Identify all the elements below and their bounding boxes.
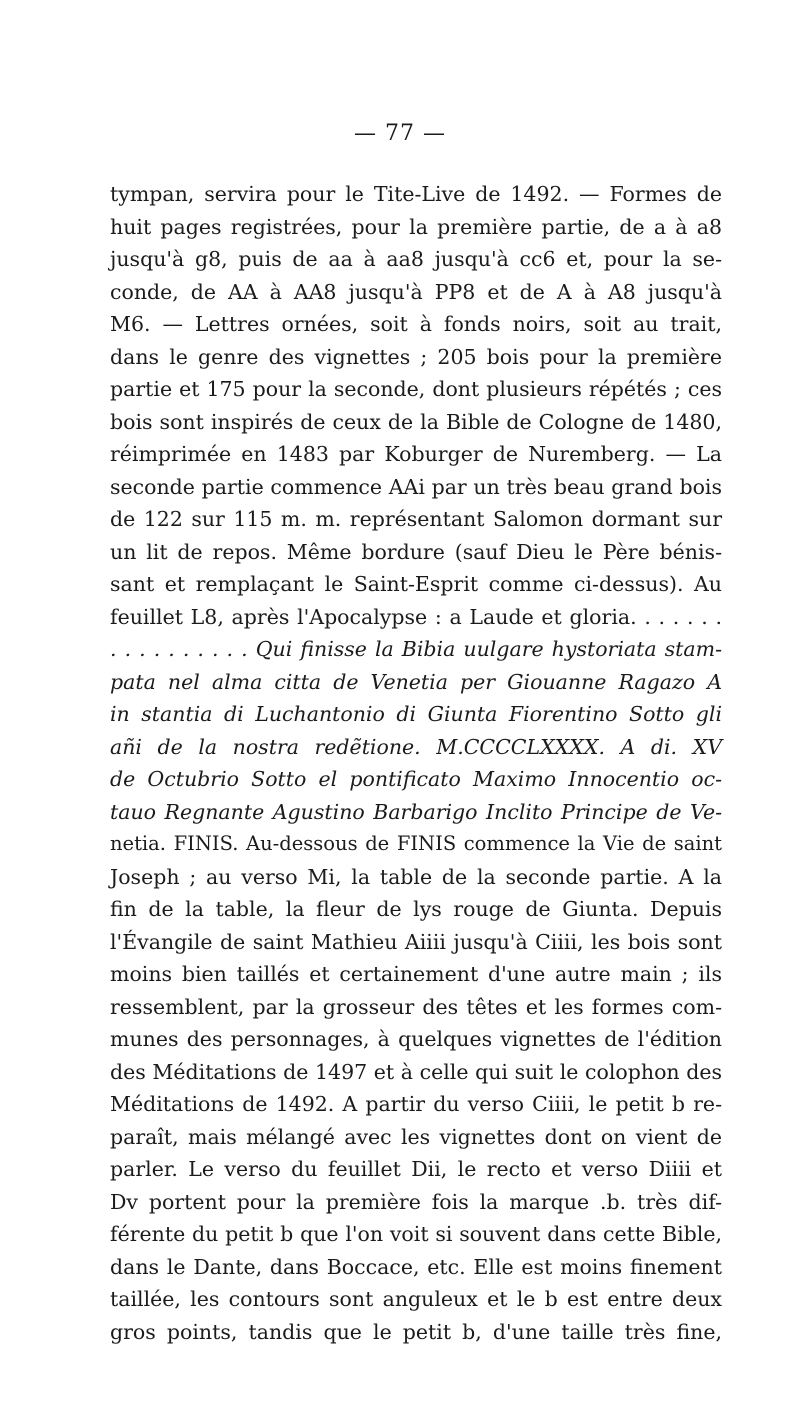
text-line-3: jusqu'à g8, puis de aa à aa8 jusqu'à cc6 et, pour la se- — [110, 247, 722, 271]
text-line-33: férente du petit b que l'on voit si souvent dans cette Bible, — [110, 1222, 722, 1246]
text-line-15: . . . . . . . . . . Qui finisse la Bibia uulgare hystoriata stam- — [110, 637, 722, 661]
text-line-31: parler. Le verso du feuillet Dii, le recto et verso Diiii et — [110, 1157, 722, 1181]
text-line-34: dans le Dante, dans Boccace, etc. Elle est moins finement — [110, 1254, 722, 1279]
text-line-20: tauo Regnante Agustino Barbarigo Inclito Principe de Ve- — [110, 799, 722, 824]
text-line-25: moins bien taillés et certainement d'une autre main ; ils — [110, 962, 722, 986]
text-line-6: dans le genre des vignettes ; 205 bois pour la première — [110, 344, 722, 369]
text-line-7: partie et 175 pour la seconde, dont plusieurs répétés ; ces — [110, 377, 722, 401]
text-line-8: bois sont inspirés de ceux de la Bible de Cologne de 1480, — [110, 409, 722, 434]
text-line-16: pata nel alma citta de Venetia per Giouanne Ragazo A — [110, 669, 722, 694]
text-line-29: Méditations de 1492. A partir du verso Ciiii, le petit b re- — [110, 1092, 722, 1116]
text-line-26: ressemblent, par la grosseur des têtes et les formes com- — [110, 994, 722, 1019]
text-line-5: M6. — Lettres ornées, soit à fonds noirs, soit au trait, — [110, 312, 722, 336]
text-line-32: Dv portent pour la première fois la marque .b. très dif- — [110, 1189, 722, 1214]
text-line-13: sant et remplaçant le Saint-Esprit comme ci-dessus). Au — [110, 572, 722, 596]
text-line-4: conde, de AA à AA8 jusqu'à PP8 et de A à A8 jusqu'à — [110, 279, 722, 304]
text-line-27: munes des personnages, à quelques vignettes de l'édition — [110, 1027, 722, 1051]
text-line-30: paraît, mais mélangé avec les vignettes dont on vient de — [110, 1124, 722, 1149]
text-line-17: in stantia di Luchantonio di Giunta Fiorentino Sotto gli — [110, 702, 722, 726]
text-line-21: netia. FINIS. Au-dessous de FINIS commence la Vie de saint — [110, 832, 722, 855]
body-text — [110, 178, 722, 1348]
text-line-28: des Méditations de 1497 et à celle qui suit le colophon des — [110, 1059, 722, 1084]
text-line-35: taillée, les contours sont anguleux et le b est entre deux — [110, 1287, 722, 1311]
text-line-9: réimprimée en 1483 par Koburger de Nuremberg. — La — [110, 442, 722, 466]
text-line-12: un lit de repos. Même bordure (sauf Dieu le Père bénis- — [110, 539, 722, 564]
text-line-22: Joseph ; au verso Mi, la table de la seconde partie. A la — [110, 864, 722, 889]
text-line-23: fin de la table, la fleur de lys rouge de Giunta. Depuis — [110, 897, 722, 921]
text-line-14: feuillet L8, après l'Apocalypse : a Laude et gloria. . . . . . . — [110, 604, 722, 629]
text-line-24: l'Évangile de saint Mathieu Aiiii jusqu'à Ciiii, les bois sont — [110, 929, 722, 954]
text-line-10: seconde partie commence AAi par un très beau grand bois — [110, 474, 722, 499]
page-number: — 77 — — [354, 121, 446, 146]
text-line-18: añi de la nostra redẽtione. M.CCCCLXXXX. A di. XV — [110, 734, 722, 759]
text-line-1: tympan, servira pour le Tite-Live de 1492. — Formes de — [110, 182, 722, 206]
text-line-19: de Octubrio Sotto el pontificato Maximo Innocentio oc- — [110, 767, 722, 791]
text-line-11: de 122 sur 115 m. m. représentant Salomon dormant sur — [110, 507, 722, 531]
text-line-2: huit pages registrées, pour la première partie, de a à a8 — [110, 214, 722, 239]
text-line-36: gros points, tandis que le petit b, d'une taille très fine, — [110, 1319, 722, 1344]
